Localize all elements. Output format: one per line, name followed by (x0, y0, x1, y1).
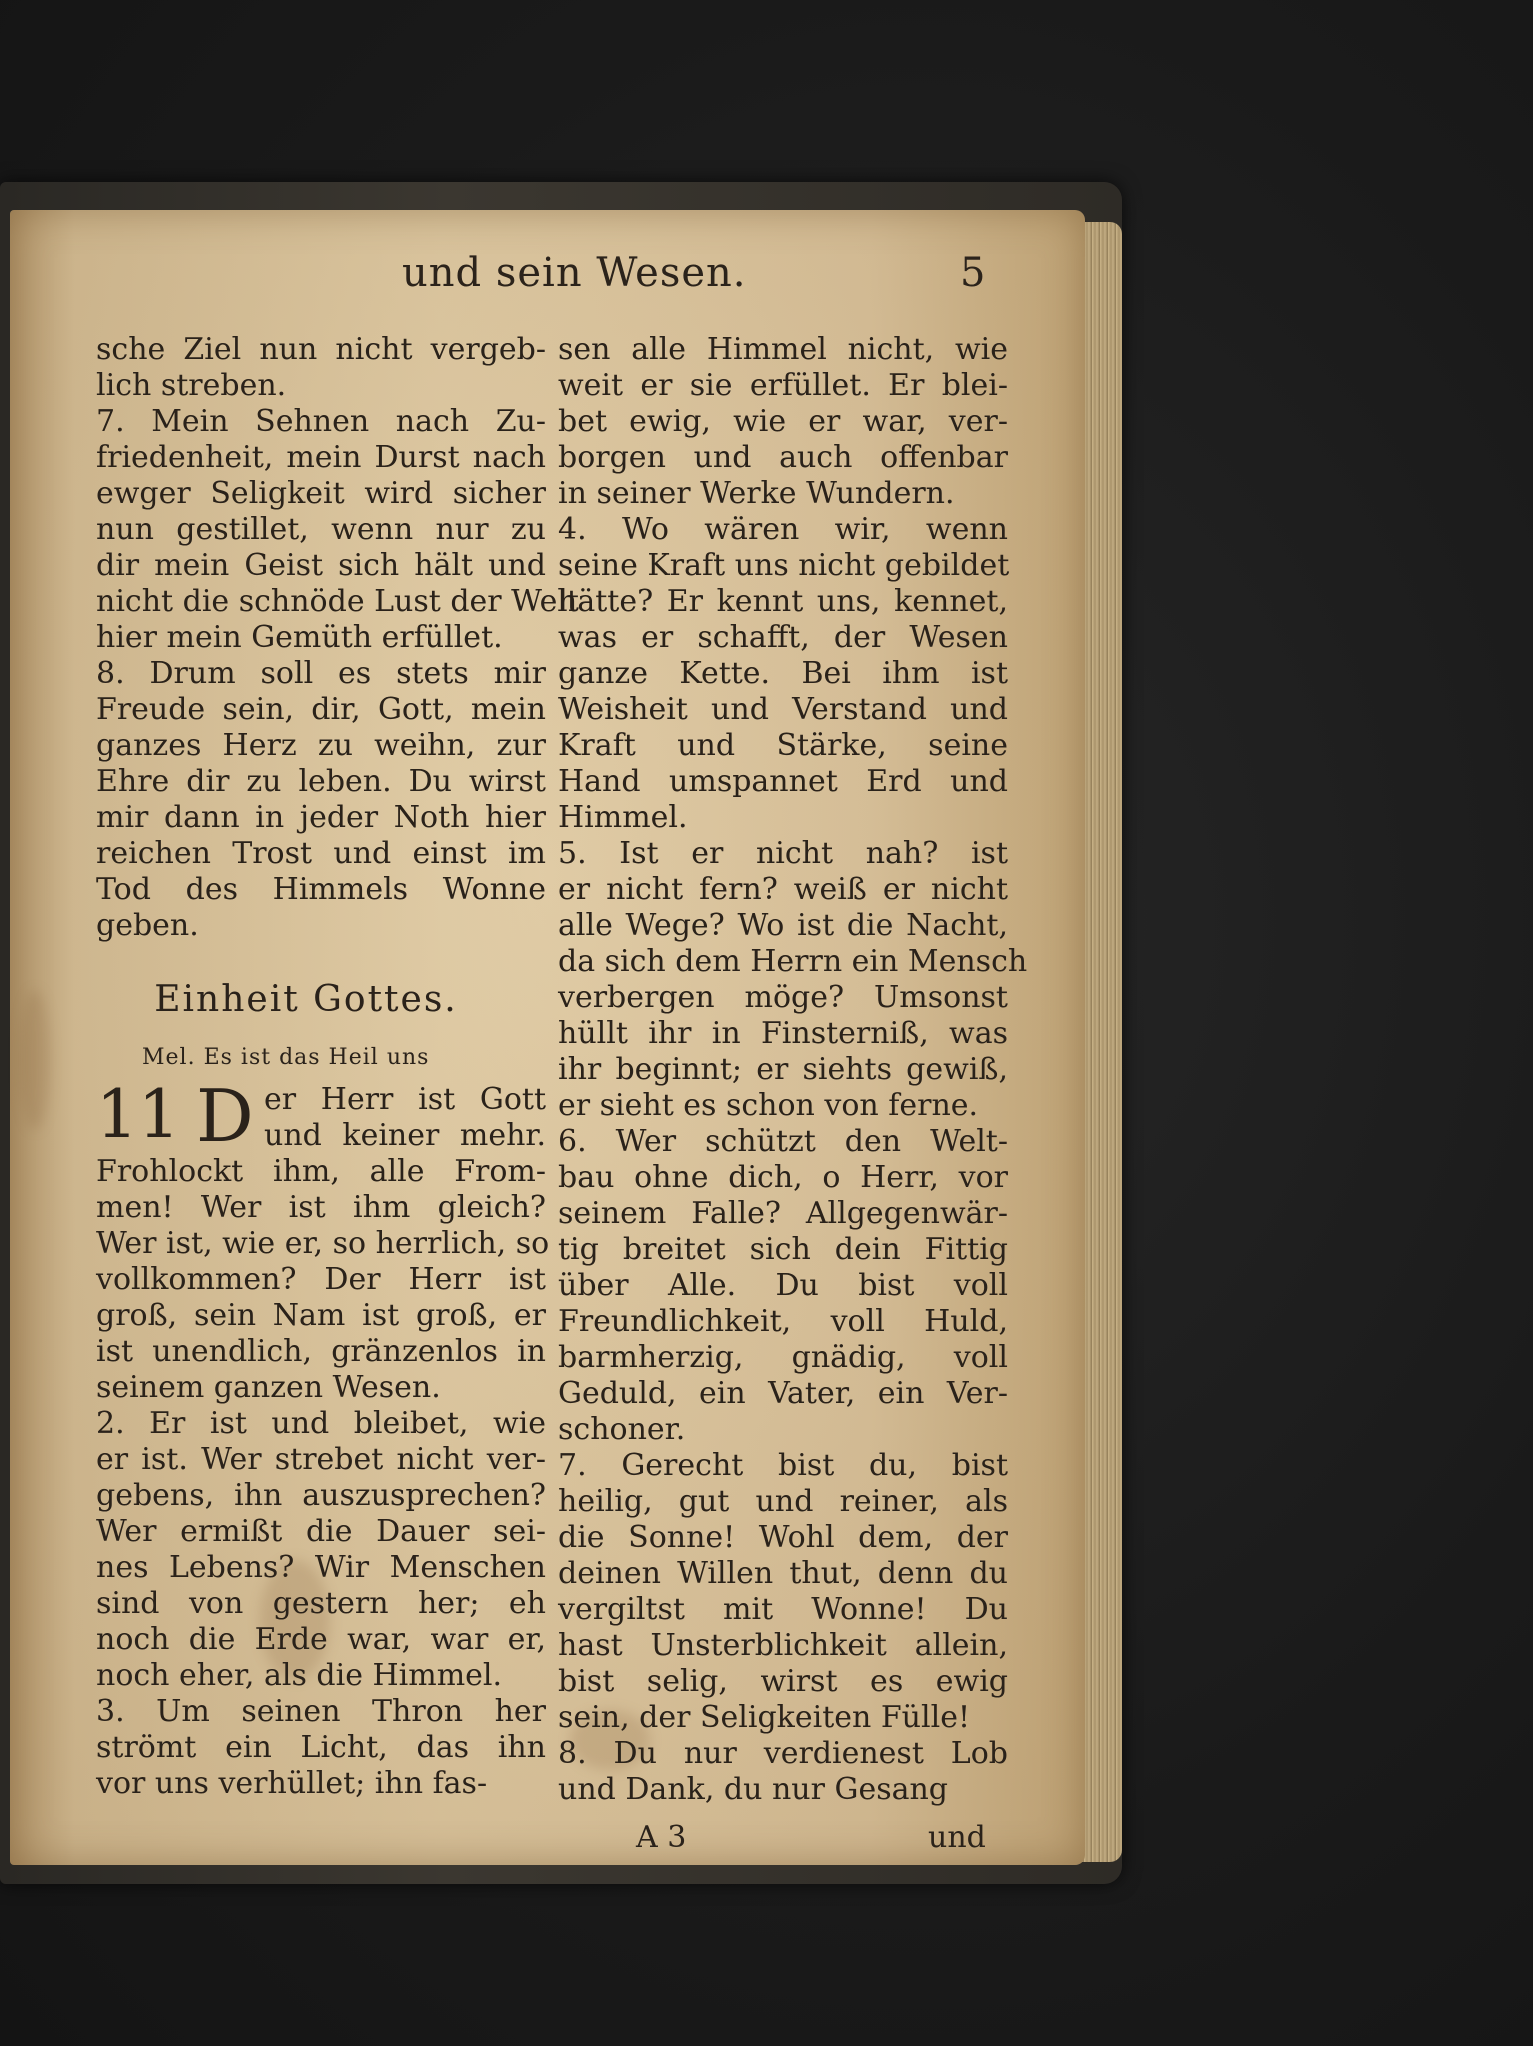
text-line: heilig, gut und reiner, als (558, 1484, 1008, 1519)
text-line: 4. Wo wären wir, wenn (558, 512, 1008, 547)
left-column-top-text (96, 332, 579, 944)
text-line: Weisheit und Verstand und (558, 692, 1008, 727)
text-line: groß, sein Nam ist groß, er (96, 1298, 546, 1333)
catchword: und (928, 1820, 986, 1855)
text-line: Kraft und Stärke, seine (558, 728, 1008, 763)
text-line: friedenheit, mein Durst nach (96, 440, 546, 475)
text-line: hast Unsterblichkeit allein, (558, 1628, 1008, 1663)
text-line: 7. Mein Sehnen nach Zu- (96, 404, 546, 439)
text-line: borgen und auch offenbar (558, 440, 1008, 475)
text-line: er sieht es schon von ferne. (558, 1088, 979, 1123)
text-line: lich streben. (96, 368, 287, 403)
text-line: seinem ganzen Wesen. (96, 1370, 441, 1405)
text-line: alle Wege? Wo ist die Nacht, (558, 908, 1008, 943)
hymn-second-line: und keiner mehr. (264, 1118, 546, 1153)
text-line: Hand umspannet Erd und (558, 764, 1008, 799)
left-column-bottom-text (96, 1154, 550, 1802)
text-line: bet ewig, wie er war, ver- (558, 404, 1008, 439)
text-line: mir dann in jeder Noth hier (96, 800, 546, 835)
hymn-opening (96, 1074, 546, 1158)
right-column-text (558, 332, 1028, 1808)
text-line: Geduld, ein Vater, ein Ver- (558, 1376, 1008, 1411)
text-line: sein, der Seligkeiten Fülle! (558, 1700, 971, 1735)
text-line: ist unendlich, gränzenlos in (96, 1334, 546, 1369)
text-line: über Alle. Du bist voll (558, 1268, 1008, 1303)
page-header (10, 250, 1085, 310)
text-line: ewger Seligkeit wird sicher (96, 476, 546, 511)
text-line: Freundlichkeit, voll Huld, (558, 1304, 1008, 1339)
text-line: Frohlockt ihm, alle From- (96, 1154, 546, 1189)
melody-note: Mel. Es ist das Heil uns (142, 1045, 430, 1070)
text-line: er nicht fern? weiß er nicht (558, 872, 1008, 907)
text-line: hätte? Er kennt uns, kennet, (558, 584, 1008, 619)
hymn-number: 11 (96, 1076, 180, 1153)
text-line: 8. Drum soll es stets mir (96, 656, 546, 691)
right-column (558, 332, 1028, 1808)
page-number: 5 (960, 250, 986, 296)
text-line: barmherzig, gnädig, voll (558, 1340, 1008, 1375)
text-line: und Dank, du nur Gesang (558, 1772, 948, 1807)
text-line: vor uns verhüllet; ihn fas- (96, 1766, 488, 1801)
text-line: sind von gestern her; eh (96, 1586, 546, 1621)
signature-mark: A 3 (636, 1820, 687, 1855)
text-line: 6. Wer schützt den Welt- (558, 1124, 1008, 1159)
text-line: vollkommen? Der Herr ist (96, 1262, 546, 1297)
text-line: nicht die schnöde Lust der Welt (96, 584, 579, 619)
text-line: Tod des Himmels Wonne (96, 872, 546, 907)
text-line: was er schafft, der Wesen (558, 620, 1008, 655)
text-line: gebens, ihn auszusprechen? (96, 1478, 546, 1513)
text-line: 3. Um seinen Thron her (96, 1694, 546, 1729)
text-line: tig breitet sich dein Fittig (558, 1232, 1008, 1267)
text-line: verbergen möge? Umsonst (558, 980, 1008, 1015)
text-line: ganze Kette. Bei ihm ist (558, 656, 1008, 691)
text-line: vergiltst mit Wonne! Du (558, 1592, 1008, 1627)
text-line: da sich dem Herrn ein Mensch (558, 944, 1028, 979)
text-line: sen alle Himmel nicht, wie (558, 332, 1008, 367)
text-line: hier mein Gemüth erfüllet. (96, 620, 503, 655)
text-line: strömt ein Licht, das ihn (96, 1730, 546, 1765)
text-line: Freude sein, dir, Gott, mein (96, 692, 546, 727)
text-line: dir mein Geist sich hält und (96, 548, 546, 583)
text-line: ihr beginnt; er siehts gewiß, (558, 1052, 1008, 1087)
text-line: Wer ermißt die Dauer sei- (96, 1514, 546, 1549)
text-line: deinen Willen thut, denn du (558, 1556, 1008, 1591)
text-line: bau ohne dich, o Herr, vor (558, 1160, 1008, 1195)
text-line: nun gestillet, wenn nur zu (96, 512, 546, 547)
text-line: in seiner Werke Wundern. (558, 476, 955, 511)
text-line: weit er sie erfüllet. Er blei- (558, 368, 1008, 403)
text-line: 8. Du nur verdienest Lob (558, 1736, 1008, 1771)
stain (20, 990, 50, 1130)
drop-initial: D (196, 1074, 254, 1158)
text-line: er ist. Wer strebet nicht ver- (96, 1442, 546, 1477)
running-title: und sein Wesen. (402, 250, 747, 296)
text-line: hüllt ihr in Finsterniß, was (558, 1016, 1008, 1051)
text-line: seine Kraft uns nicht gebildet (558, 548, 1010, 583)
book-page (10, 210, 1085, 1865)
text-line: 5. Ist er nicht nah? ist (558, 836, 1008, 871)
text-line: schoner. (558, 1412, 686, 1447)
text-line: noch eher, als die Himmel. (96, 1658, 503, 1693)
text-line: Himmel. (558, 800, 688, 835)
text-line: ganzes Herz zu weihn, zur (96, 728, 546, 763)
left-column (96, 332, 579, 1802)
hymn-first-line: er Herr ist Gott (264, 1082, 546, 1117)
text-line: seinem Falle? Allgegenwär- (558, 1196, 1008, 1231)
text-line: die Sonne! Wohl dem, der (558, 1520, 1008, 1555)
text-line: 2. Er ist und bleibet, wie (96, 1406, 546, 1441)
text-line: men! Wer ist ihm gleich? (96, 1190, 546, 1225)
text-line: noch die Erde war, war er, (96, 1622, 546, 1657)
text-line: nes Lebens? Wir Menschen (96, 1550, 546, 1585)
text-line: Ehre dir zu leben. Du wirst (96, 764, 546, 799)
text-line: Wer ist, wie er, so herrlich, so (96, 1226, 550, 1261)
text-line: sche Ziel nun nicht vergeb- (96, 332, 546, 367)
text-line: 7. Gerecht bist du, bist (558, 1448, 1008, 1483)
text-line: bist selig, wirst es ewig (558, 1664, 1008, 1699)
text-line: geben. (96, 908, 199, 943)
text-line: reichen Trost und einst im (96, 836, 546, 871)
section-heading: Einheit Gottes. (154, 979, 458, 1020)
